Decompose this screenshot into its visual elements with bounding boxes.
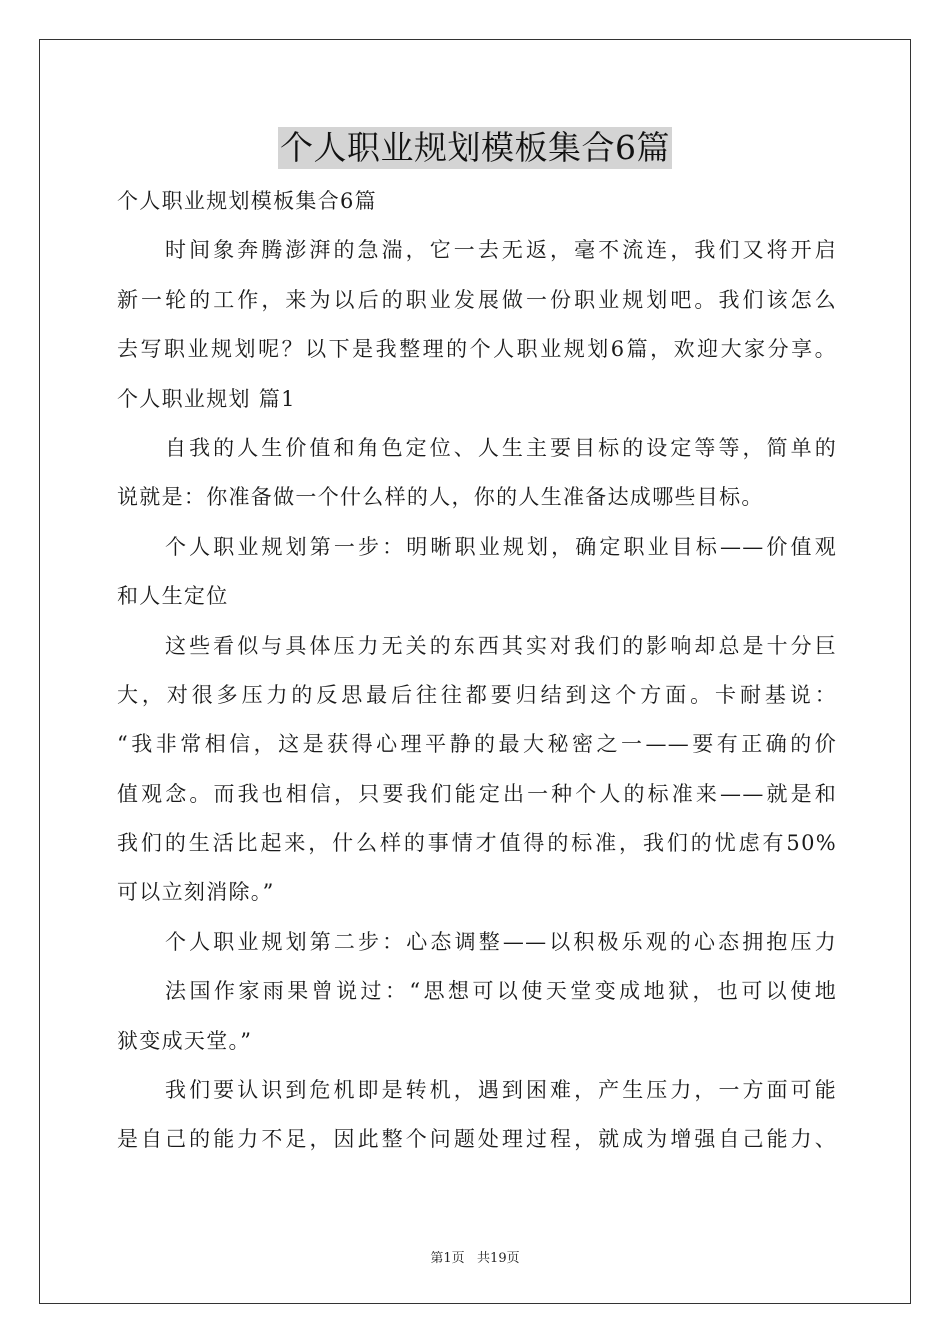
- text-line: 个人职业规划模板集合6篇: [117, 189, 377, 213]
- text-line: 个人职业规划 篇1: [117, 386, 296, 411]
- text-line: 是自己的能力不足，因此整个问题处理过程，就成为增强自己能力、: [117, 1127, 837, 1152]
- text-line: 时间象奔腾澎湃的急湍，它一去无返，毫不流连，我们又将开启: [165, 238, 837, 263]
- text-line: 个人职业规划第二步：心态调整——以积极乐观的心态拥抱压力: [165, 929, 837, 954]
- text-line: 我们要认识到危机即是转机，遇到困难，产生压力，一方面可能: [165, 1078, 837, 1103]
- text-line: 说就是：你准备做一个什么样的人，你的人生准备达成哪些目标。: [117, 485, 764, 510]
- text-line: 和人生定位: [117, 584, 229, 609]
- document-body: [117, 177, 837, 1165]
- text-line: “我非常相信，这是获得心理平静的最大秘密之一——要有正确的价: [117, 732, 837, 757]
- text-line: 值观念。而我也相信，只要我们能定出一种个人的标准来——就是和: [117, 781, 837, 806]
- text-line: 法国作家雨果曾说过：“思想可以使天堂变成地狱，也可以使地: [165, 979, 837, 1004]
- text-line: 个人职业规划第一步：明晰职业规划，确定职业目标——价值观: [165, 534, 837, 559]
- document-title: 个人职业规划模板集合6篇: [280, 128, 670, 167]
- page-footer: 第1页 共19页: [430, 1251, 520, 1266]
- text-line: 新一轮的工作，来为以后的职业发展做一份职业规划吧。我们该怎么: [117, 287, 837, 312]
- text-line: 这些看似与具体压力无关的东西其实对我们的影响却总是十分巨: [165, 633, 837, 658]
- title-wrap: [0, 127, 950, 169]
- text-line: 自我的人生价值和角色定位、人生主要目标的设定等等，简单的: [165, 435, 837, 460]
- text-line: 大，对很多压力的反思最后往往都要归结到这个方面。卡耐基说：: [117, 682, 837, 707]
- text-line: 狱变成天堂。”: [117, 1028, 253, 1053]
- text-line: 我们的生活比起来，什么样的事情才值得的标准，我们的忧虑有50%: [117, 831, 837, 856]
- text-line: 可以立刻消除。”: [117, 880, 275, 905]
- text-line: 去写职业规划呢？以下是我整理的个人职业规划6篇，欢迎大家分享。: [117, 337, 837, 362]
